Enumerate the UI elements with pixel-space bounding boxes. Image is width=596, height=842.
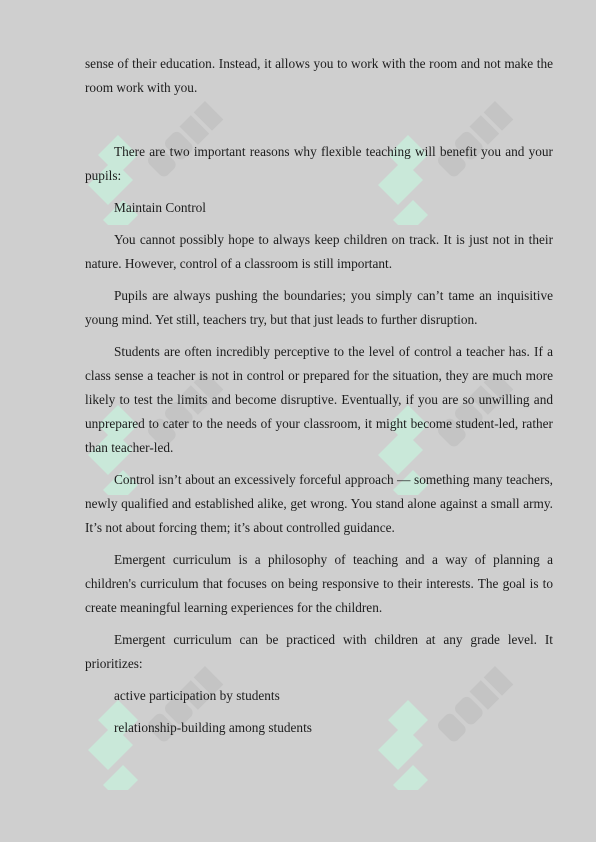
paragraph-control-4: Control isn’t about an excessively forceful approach — something many teachers, newly qualified and established alike, get wrong. You stand alone against a small army. It’s not about forcing them; it’s about controlled guidance.: [85, 472, 553, 535]
list-item-relationship: relationship-building among students: [114, 720, 312, 735]
paragraph-emergent-2: Emergent curriculum can be practiced with children at any grade level. It prioritizes:: [85, 632, 553, 671]
paragraph-intro-continuation: sense of their education. Instead, it allows you to work with the room and not make the room work with you.: [85, 56, 553, 95]
document-body: [85, 52, 553, 748]
list-item-participation: active participation by students: [114, 688, 280, 703]
paragraph-control-3: Students are often incredibly perceptive to the level of control a teacher has. If a class sense a teacher is not in control or prepared for the situation, they are much more likely to test the limits and become disruptive. Eventually, if you are so unwilling and unprepared to cater to the needs of your classroom, it might become student-led, rather than teacher-led.: [85, 344, 553, 455]
paragraph-reasons: There are two important reasons why flexible teaching will benefit you and your pupils:: [85, 144, 553, 183]
paragraph-control-1: You cannot possibly hope to always keep children on track. It is just not in their nature. However, control of a classroom is still important.: [85, 232, 553, 271]
paragraph-control-2: Pupils are always pushing the boundaries; you simply can’t tame an inquisitive young mind. Yet still, teachers try, but that just leads to further disruption.: [85, 288, 553, 327]
heading-maintain-control: Maintain Control: [114, 200, 206, 215]
paragraph-emergent-1: Emergent curriculum is a philosophy of teaching and a way of planning a children's curriculum that focuses on being responsive to their interests. The goal is to create meaningful learning experiences for the children.: [85, 552, 553, 615]
paragraph-gap: [85, 108, 553, 140]
